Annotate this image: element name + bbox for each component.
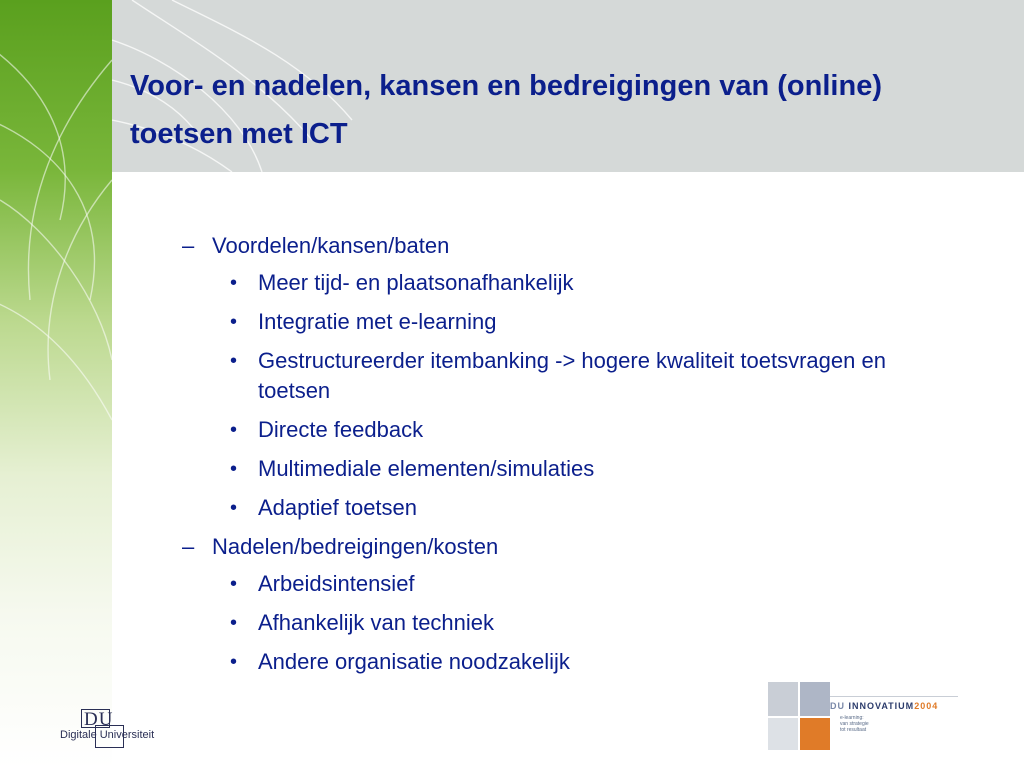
list-item-text: Adaptief toetsen	[258, 495, 418, 520]
list-item-text: Integratie met e-learning	[258, 309, 497, 334]
section-heading	[178, 534, 938, 560]
list-item	[178, 610, 938, 638]
logo-square	[768, 682, 798, 716]
wordmark-prefix: DU	[830, 701, 845, 711]
list-item-text: Multimediale elementen/simulaties	[258, 456, 595, 481]
list-item-text: Afhankelijk van techniek	[258, 610, 495, 635]
list-item-text: Gestructureerder itembanking -> hogere kwaliteit toetsvragen en toetsen	[258, 348, 886, 403]
list-item	[178, 309, 938, 337]
innovatium-wordmark	[830, 701, 938, 711]
list-item	[178, 649, 938, 677]
tagline-line: tot resultaat	[840, 727, 867, 733]
list-item-text: Andere organisatie noodzakelijk	[258, 649, 570, 674]
bullet-marker: •	[230, 573, 238, 595]
slide-title: Voor- en nadelen, kansen en bedreigingen van (online) toetsen met ICT	[130, 70, 882, 150]
bullet-marker: •	[230, 458, 238, 480]
wordmark-name: INNOVATIUM	[848, 701, 915, 711]
bullet-marker: •	[230, 612, 238, 634]
wordmark-year: 2004	[914, 701, 939, 711]
logo-square-orange	[800, 718, 830, 750]
bullet-marker: •	[230, 419, 238, 441]
bullet-marker: •	[230, 651, 238, 673]
bullet-marker: •	[230, 497, 238, 519]
list-item	[178, 348, 938, 406]
section-heading-text: Voordelen/kansen/baten	[212, 233, 450, 258]
list-item	[178, 417, 938, 445]
list-item	[178, 456, 938, 484]
bullet-marker: •	[230, 272, 238, 294]
digitale-universiteit-logo	[54, 707, 174, 757]
list-item-text: Directe feedback	[258, 417, 424, 442]
list-item	[178, 270, 938, 298]
green-side-band	[0, 0, 112, 768]
list-item-text: Meer tijd- en plaatsonafhankelijk	[258, 270, 574, 295]
du-logo-letters: DU	[84, 709, 114, 730]
slide-body	[178, 233, 938, 688]
list-item-text: Arbeidsintensief	[258, 571, 415, 596]
dash-marker: –	[182, 233, 195, 258]
tagline-line: e-learning:	[840, 715, 864, 721]
tagline-line: van strategie	[840, 721, 869, 727]
bullet-marker: •	[230, 311, 238, 333]
bullet-marker: •	[230, 350, 238, 372]
innovatium-logo	[768, 682, 958, 752]
list-item	[178, 571, 938, 599]
section-heading	[178, 233, 938, 259]
logo-rule	[830, 696, 958, 697]
logo-square	[800, 682, 830, 716]
section-heading-text: Nadelen/bedreigingen/kosten	[212, 534, 499, 559]
decorative-curves	[0, 0, 112, 768]
dash-marker: –	[182, 534, 195, 559]
list-item	[178, 495, 938, 523]
logo-square	[768, 718, 798, 750]
du-logo-name: Digitale Universiteit	[60, 729, 155, 741]
innovatium-tagline	[840, 715, 920, 733]
